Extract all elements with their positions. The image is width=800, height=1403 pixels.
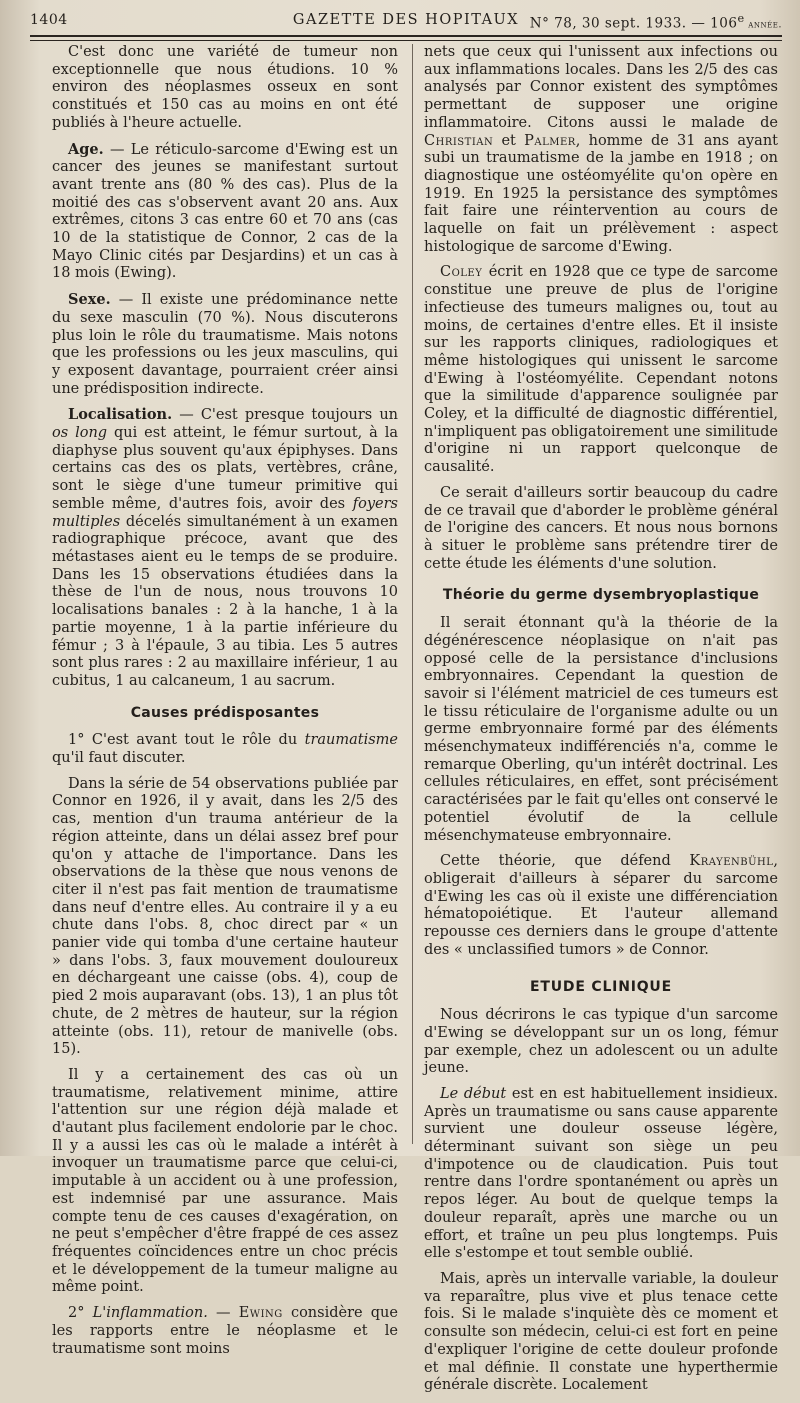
theory-paragraph-2: [424, 853, 778, 959]
theory-paragraph-1: Il serait étonnant qu'à la théorie de la dégénérescence néoplasique on n'ait pas opposé celle de la persistance d'inclusions embryonnaires. Cependant la question de savoir si l'élément matriciel de ces tumeurs est le tissu réticulaire de l'organisme adulte ou un germe embryonnaire formé par des éléments mésenchymateux indifférenciés n'a, comme le remarque Oberling, qu'un intérêt doctrinal. Les cellules réticulaires, en effet, sont précisément caractérisées par le fait qu'elles ont conservé le potentiel évolutif de la cellule mésenchymateuse embryonnaire.: [424, 615, 778, 844]
causes-paragraph-4: [52, 1305, 398, 1358]
causes-paragraph-2: Dans la série de 54 observations publiée par Connor en 1926, il y avait, dans les 2/5 des cas, mention d'un trauma antérieur de la région atteinte, dans un délai assez bref pour qu'on y attache de l'importance. Dans les observations de la thèse que nous venons de citer il n'est pas fait mention de traumatisme dans neuf d'entre elles. Au contraire il y a eu chute dans l'obs. 8, choc direct par « un panier vide qui tomba d'une certaine hauteur » dans l'obs. 3, faux mouvement douloureux en déchargeant une caisse (obs. 4), coup de pied 2 mois auparavant (obs. 13), 1 an plus tôt chute, de 2 mètres de hauteur, sur la région atteinte (obs. 11), retour de manivelle (obs. 15).: [52, 775, 398, 1058]
clinical-2-text: est en est habituellement insidieux. Après un traumatisme ou sans cause apparente survient une douleur osseuse légère, déterminant suivant son siège un peu d'impotence ou de claudication. Puis tout rentre dans l'ordre spontanément ou après un repos léger. Au bout de quelque temps la douleur reparaît, après une marche ou un effort, et traîne un peu plus longtemps. Puis elle s'estompe et tout semble oublié.: [424, 1085, 778, 1262]
header-rule-thin: [30, 40, 782, 41]
author-coley: Coley: [440, 264, 483, 281]
inflammation-text-a: nets que ceux qui l'unissent aux infections ou aux inflammations locales. Dans les 2/5 des cas analysés par Connor existent des symptômes permettant de supposer une origine inflammatoire. Citons aussi le malade de: [424, 44, 778, 131]
author-krayenbuhl: Krayenbühl: [689, 853, 774, 870]
causes-1-text-a: 1° C'est avant tout le rôle du: [68, 732, 305, 749]
sexe-text: — Il existe une prédominance nette du sexe masculin (70 %). Nous discuterons plus loin le rôle du traumatisme. Mais notons que les professions ou les jeux masculins, qui y exposent davantage, pourraient créer ainsi une prédisposition indirecte.: [52, 292, 398, 397]
localisation-italic-b: foyers multiples: [52, 495, 398, 530]
localisation-text-a: — C'est presque toujours un: [172, 407, 398, 424]
causes-4-author: Ewing: [238, 1305, 283, 1322]
causes-4-italic: L'inflammation.: [92, 1305, 208, 1322]
header-rule-thick: [30, 35, 782, 37]
age-paragraph: [52, 141, 398, 284]
causes-1-text-b: qu'il faut discuter.: [52, 750, 186, 767]
localisation-text-b: qui est atteint, le fémur surtout, à la diaphyse plus souvent qu'aux épiphyses. Dans certains cas des os plats, vertèbres, crâne, sont le siège d'une tumeur primitive qui semble même, d'autres fois, avoir des: [52, 425, 398, 512]
localisation-lead: Localisation.: [68, 406, 173, 424]
left-column: [52, 44, 398, 1366]
inflammation-text-end: , homme de 31 ans ayant subi un traumatisme de la jambe en 1918 ; on diagnostique une ostéomyélite qu'on opère en 1919. En 1925 la persistance des symptômes fait faire une réintervention au cours de laquelle on fait un prélèvement : aspect histologique de sarcome d'Ewing.: [424, 132, 778, 255]
issue-annee: année.: [744, 19, 782, 31]
clinical-paragraph-2: [424, 1086, 778, 1263]
coley-text: écrit en 1928 que ce type de sarcome constitue une preuve de plus de l'origine infectieuse des tumeurs malignes ou, tout au moins, de certaines d'entre elles. Et il insiste sur les rapports cliniques, radiologiques et même histologiques qui unissent le sarcome d'Ewing à l'ostéomyélite. Cependant notons que la similitude d'apparence soulignée par Coley, et la difficulté de diagnostic différentiel, n'impliquent pas obligatoirement une similitude d'origine ni un rapport quelconque de causalité.: [424, 264, 778, 476]
clinical-2-italic: Le début: [440, 1085, 507, 1102]
causes-4-text-c: considère que les rapports entre le néoplasme et le traumatisme sont moins: [52, 1305, 398, 1357]
issue-sup: e: [737, 12, 745, 25]
coley-paragraph: [424, 264, 778, 476]
scope-paragraph: Ce serait d'ailleurs sortir beaucoup du cadre de ce travail que d'aborder le problème général de l'origine des cancers. Et nous nous bornons à situer le problème sans prétendre tirer de cette étude les éléments d'une solution.: [424, 484, 778, 572]
page-number: 1404: [30, 12, 68, 28]
clinical-heading: ETUDE CLINIQUE: [530, 979, 672, 996]
causes-4-text-b: —: [207, 1305, 239, 1322]
issue-number-date: N° 78, 30 sept. 1933. — 106: [529, 15, 738, 32]
inflammation-text-mid: et: [493, 132, 525, 149]
causes-paragraph-1: [52, 732, 398, 767]
theory-2-text-a: Cette théorie, que défend: [440, 853, 690, 870]
causes-1-italic: traumatisme: [304, 732, 398, 749]
theory-2-text-b: , obligerait d'ailleurs à séparer du sarcome d'Ewing les cas où il existe une différenciation hématopoiétique. Et l'auteur allemand repousse ces derniers dans le groupe d'attente des « unclassified tumors » de Connor.: [424, 853, 778, 958]
clinical-paragraph-1: Nous décrirons le cas typique d'un sarcome d'Ewing se développant sur un os long, fémur par exemple, chez un adolescent ou un adulte jeune.: [424, 1007, 778, 1077]
page-header: [30, 8, 782, 34]
intro-paragraph: C'est donc une variété de tumeur non exceptionnelle que nous étudions. 10 % environ des néoplasmes osseux en sont constitués et 150 cas au moins en ont été publiés à l'heure actuelle.: [52, 44, 398, 131]
right-column: [424, 44, 778, 1403]
age-lead: Age.: [68, 140, 104, 158]
clinical-paragraph-3: Mais, après un intervalle variable, la douleur va reparaître, plus vive et plus tenace cette fois. Si le malade s'inquiète dès ce moment et consulte son médecin, celui-ci est fort en peine d'expliquer l'origine de cette douleur profonde et mal définie. Il constate une hyperthermie générale discrète. Localement: [424, 1271, 778, 1394]
author-christian: Christian: [424, 132, 494, 149]
inflammation-paragraph: [424, 44, 778, 256]
sexe-lead: Sexe.: [68, 291, 111, 309]
causes-heading: Causes prédisposantes: [130, 704, 320, 721]
theory-heading: Théorie du germe dysembryoplastique: [442, 587, 760, 604]
issue-info: [530, 12, 782, 32]
causes-paragraph-3: Il y a certainement des cas où un traumatisme, relativement minime, attire l'attention sur une région déjà malade et d'autant plus facilement endolorie par le choc. Il y a aussi les cas où le malade a intérêt à invoquer un traumatisme parce que celui-ci, imputable à un accident ou à une profession, est indemnisé par une assurance. Mais compte tenu de ces causes d'exagération, on ne peut s'empêcher d'être frappé de ces assez fréquentes coïncidences entre un choc précis et le développement de la tumeur maligne au même point.: [52, 1066, 398, 1296]
localisation-text-c: décelés simultanément à un examen radiographique précoce, avant que des métastases aient eu le temps de se produire. Dans les 15 observations étudiées dans la thèse de l'un de nous, nous trouvons 10 localisations banales : 2 à la hanche, 1 à la partie moyenne, 1 à la partie inférieure du fémur ; 3 à l'épaule, 3 au tibia. Les 5 autres sont plus rares : 2 au maxillaire inférieur, 1 au cubitus, 1 au calcaneum, 1 au sacrum.: [52, 513, 398, 689]
author-palmer: Palmer: [524, 132, 576, 149]
sexe-paragraph: [52, 291, 398, 398]
column-divider: [412, 44, 413, 1144]
localisation-italic-a: os long: [52, 425, 108, 442]
causes-4-text-a: 2°: [68, 1305, 93, 1322]
localisation-paragraph: [52, 406, 398, 690]
age-text: — Le réticulo-sarcome d'Ewing est un cancer des jeunes se manifestant surtout avant trente ans (80 % des cas). Plus de la moitié des cas s'observent avant 20 ans. Aux extrêmes, citons 3 cas entre 60 et 70 ans (cas 10 de la statistique de Connor, 2 cas de la Mayo Clinic cités par Desjardins) et un cas à 18 mois (Ewing).: [52, 141, 398, 282]
journal-title: GAZETTE DES HOPITAUX: [292, 12, 520, 28]
